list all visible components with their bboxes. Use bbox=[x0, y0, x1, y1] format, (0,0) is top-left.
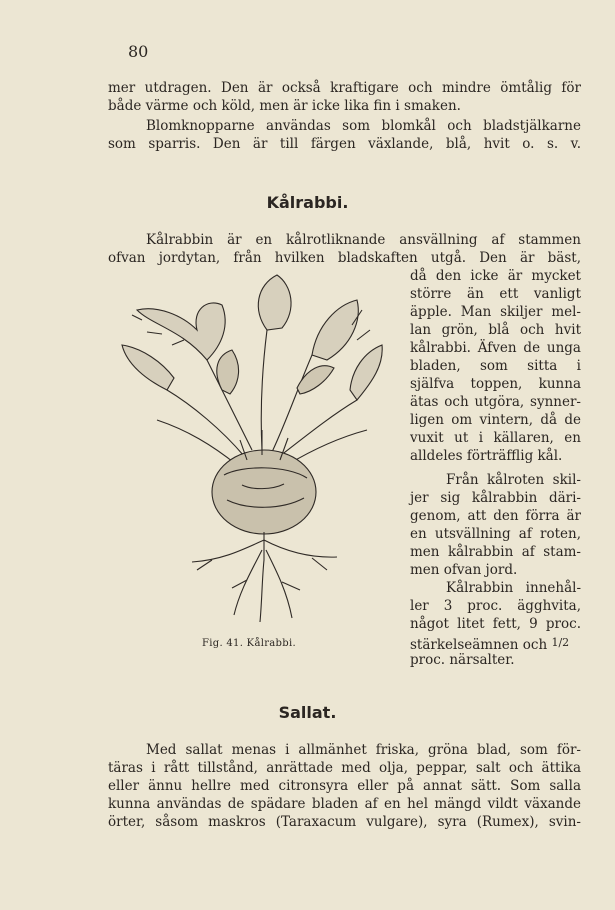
body-line: örter, såsom maskros (Taraxacum vulgare), syra (Rumex), svin- bbox=[108, 814, 581, 830]
right-column-line: lan grön, blå och hvit bbox=[410, 322, 581, 338]
intro-line: som sparris. Den är till färgen växlande, blå, hvit o. s. v. bbox=[108, 136, 581, 152]
right-column-line: en utsvällning af roten, bbox=[410, 526, 581, 542]
right-column-line: ler 3 proc. ägghvita, bbox=[410, 598, 581, 614]
right-column-line: genom, att den förra är bbox=[410, 508, 581, 524]
right-column-line: vuxit ut i källaren, en bbox=[410, 430, 581, 446]
right-column-line: bladen, som sitta i bbox=[410, 358, 581, 374]
body-line: eller ännu hellre med citronsyra eller på annat sätt. Som salla bbox=[108, 778, 581, 794]
intro-line: mer utdragen. Den är också kraftigare och mindre ömtålig för bbox=[108, 80, 581, 96]
right-column-line: ligen om vintern, då de bbox=[410, 412, 581, 428]
right-column-line: proc. närsalter. bbox=[410, 652, 515, 668]
right-column-line: Kålrabbin innehål- bbox=[446, 580, 581, 596]
intro-line: Blomknopparne användas som blomkål och bladstjälkarne bbox=[146, 118, 581, 134]
page-number: 80 bbox=[128, 42, 149, 61]
right-column-line: större än ett vanligt bbox=[410, 286, 581, 302]
body-line: Med sallat menas i allmänhet friska, gröna blad, som för- bbox=[146, 742, 581, 758]
right-column-line: då den icke är mycket bbox=[410, 268, 581, 284]
body-line: Kålrabbin är en kålrotliknande ansvällning af stammen bbox=[146, 232, 581, 248]
right-column-line: jer sig kålrabbin däri- bbox=[410, 490, 581, 506]
fraction-half: 1/2 bbox=[551, 636, 570, 649]
right-column-line: alldeles förträfflig kål. bbox=[410, 448, 563, 464]
right-column-text: stärkelseämnen och bbox=[410, 637, 548, 653]
right-column-line: äpple. Man skiljer mel- bbox=[410, 304, 581, 320]
right-column-line: något litet fett, 9 proc. bbox=[410, 616, 581, 632]
heading-kalrabbi: Kålrabbi. bbox=[266, 193, 349, 212]
right-column-line: men kålrabbin af stam- bbox=[410, 544, 581, 560]
right-column-line: själfva toppen, kunna bbox=[410, 376, 581, 392]
right-column-line: Från kålroten skil- bbox=[446, 472, 581, 488]
right-column-line: ätas och utgöra, synner- bbox=[410, 394, 581, 410]
right-column-line: men ofvan jord. bbox=[410, 562, 518, 578]
body-line: kunna användas de spädare bladen af en hel mängd vildt växande bbox=[108, 796, 581, 812]
kohlrabi-illustration bbox=[112, 270, 397, 635]
body-line: täras i rått tillstånd, anrättade med olja, peppar, salt och ättika bbox=[108, 760, 581, 776]
right-column-line: kålrabbi. Äfven de unga bbox=[410, 340, 581, 356]
right-column-line bbox=[410, 634, 581, 654]
intro-line: både värme och köld, men är icke lika fin i smaken. bbox=[108, 98, 461, 114]
body-line: ofvan jordytan, från hvilken bladskaften utgå. Den är bäst, bbox=[108, 250, 581, 266]
figure-caption: Fig. 41. Kålrabbi. bbox=[202, 638, 296, 649]
heading-sallat: Sallat. bbox=[278, 703, 337, 722]
